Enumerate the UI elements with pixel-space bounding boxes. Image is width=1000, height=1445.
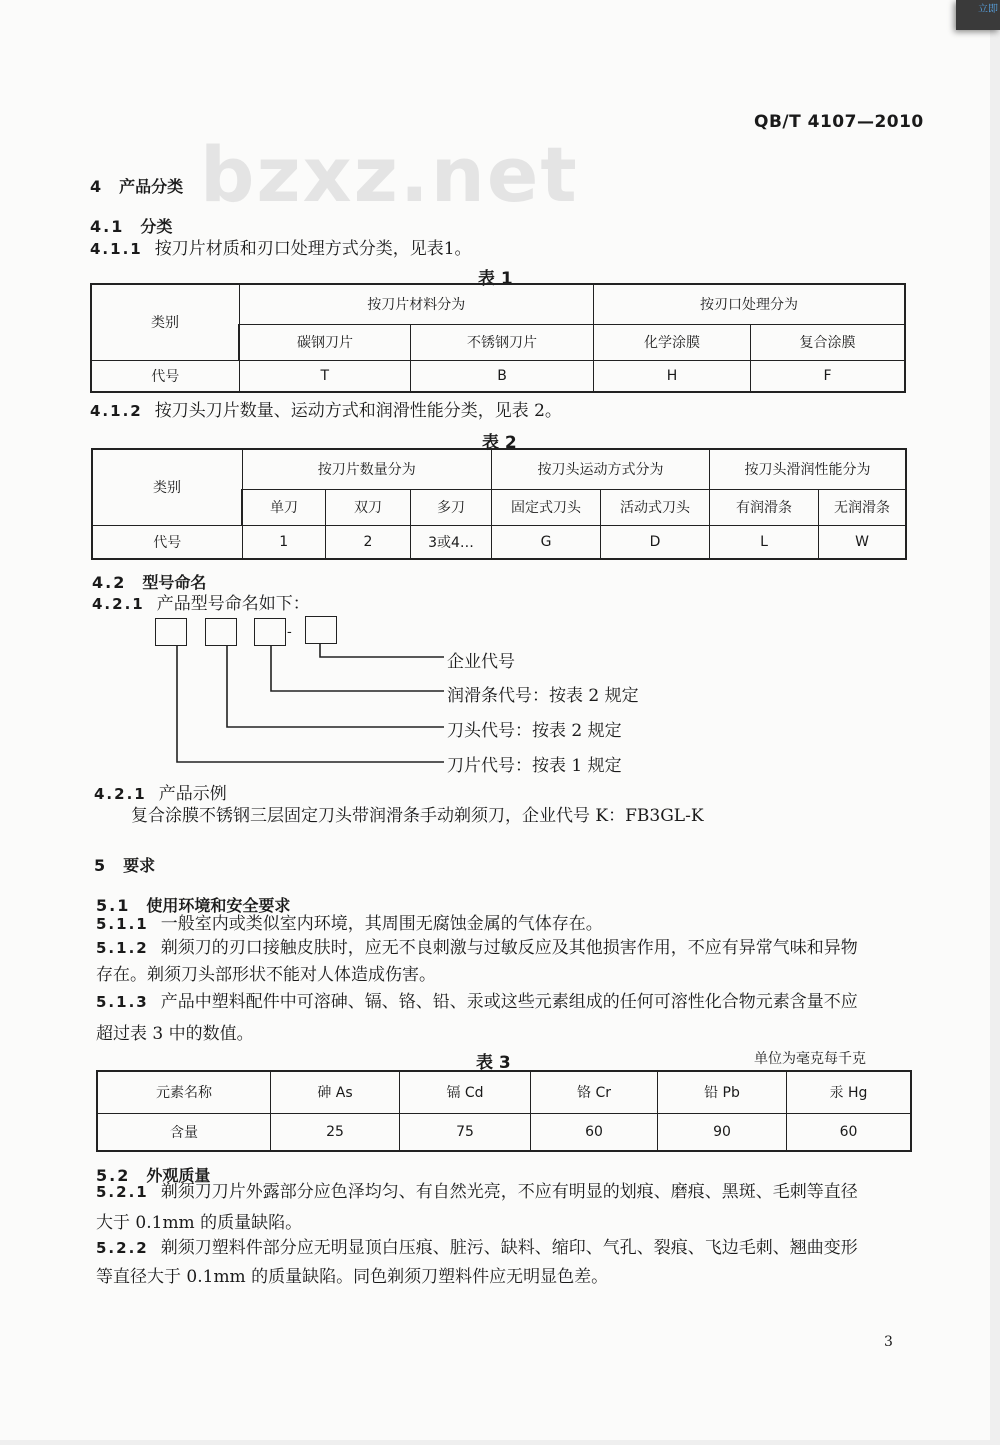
- watermark: bzxz.net: [200, 130, 579, 219]
- clause-5-1-2: 5.1.2 剃须刀的刃口接触皮肤时，应无不良刺激与过敏反应及其他损害作用，不应有异常气味和异物: [96, 938, 858, 958]
- clause-5-1-3-cont: 超过表 3 中的数值。: [96, 1024, 254, 1044]
- table1-category: 类别: [91, 284, 239, 360]
- table3-value: 75: [400, 1113, 531, 1151]
- clause-5-1-1: 5.1.1 一般室内或类似室内环境，其周围无腐蚀金属的气体存在。: [96, 914, 603, 934]
- clause-5-2-1: 5.2.1 剃须刀刀片外露部分应色泽均匀、有自然光亮，不应有明显的划痕、磨痕、黑斑、毛刺等直径: [96, 1182, 858, 1202]
- table1-code: B: [411, 360, 594, 392]
- table2-code: G: [492, 525, 601, 559]
- standard-code: QB/T 4107—2010: [754, 112, 924, 132]
- table2-code-label: 代号: [92, 525, 242, 559]
- table3-header-cell: 镉 Cd: [400, 1071, 531, 1113]
- example-text: 复合涂膜不锈钢三层固定刀头带润滑条手动剃须刀，企业代号 K：FB3GL-K: [131, 806, 704, 826]
- table3-value: 60: [531, 1113, 658, 1151]
- table1-col-carbon: 碳钢刀片: [239, 324, 411, 360]
- clause-5-2-2: 5.2.2 剃须刀塑料件部分应无明显顶白压痕、脏污、缺料、缩印、气孔、裂痕、飞边毛刺、翘曲变形: [96, 1238, 858, 1258]
- table2-group-motion: 按刀头运动方式分为: [492, 449, 710, 489]
- table1-group-material: 按刀片材料分为: [239, 284, 594, 324]
- table2-col: 有润滑条: [710, 489, 819, 525]
- clause-4-2-1-example: 4.2.1 产品示例: [94, 784, 227, 804]
- table1-caption: 表 1: [478, 269, 513, 289]
- table1-code-label: 代号: [91, 360, 239, 392]
- table3-caption: 表 3: [476, 1053, 511, 1073]
- table3-header-cell: 砷 As: [271, 1071, 400, 1113]
- table2-category: 类别: [92, 449, 242, 525]
- table2-code: L: [710, 525, 819, 559]
- table2-code: 1: [242, 525, 326, 559]
- table2-code: 3或4…: [411, 525, 492, 559]
- table1-col-chem: 化学涂膜: [594, 324, 751, 360]
- clause-5-2-1-cont: 大于 0.1mm 的质量缺陷。: [96, 1213, 303, 1233]
- corner-tab[interactable]: 立即: [956, 0, 1000, 30]
- heading-5-1: 5.1 使用环境和安全要求: [96, 896, 291, 915]
- table3-value: 90: [658, 1113, 787, 1151]
- table-3: [96, 1070, 912, 1152]
- table3-header-cell: 汞 Hg: [787, 1071, 912, 1113]
- naming-label-company: 企业代号: [447, 652, 515, 672]
- table3-unit: 单位为毫克每千克: [754, 1051, 866, 1067]
- naming-label-blade: 刀片代号：按表 1 规定: [447, 756, 622, 776]
- table2-col: 双刀: [326, 489, 411, 525]
- table2-col: 活动式刀头: [601, 489, 710, 525]
- naming-label-head: 刀头代号：按表 2 规定: [447, 721, 622, 741]
- naming-label-lube: 润滑条代号：按表 2 规定: [447, 686, 639, 706]
- table2-caption: 表 2: [482, 433, 517, 453]
- table3-header-cell: 铬 Cr: [531, 1071, 658, 1113]
- table2-col: 无润滑条: [819, 489, 907, 525]
- table1-col-composite: 复合涂膜: [751, 324, 906, 360]
- table2-group-count: 按刀片数量分为: [242, 449, 492, 489]
- heading-4-1: 4.1 分类: [90, 217, 173, 236]
- clause-5-1-2-cont: 存在。剃须刀头部形状不能对人体造成伤害。: [96, 965, 436, 985]
- table3-value: 60: [787, 1113, 912, 1151]
- heading-5-2: 5.2 外观质量: [96, 1166, 211, 1185]
- table1-col-stainless: 不锈钢刀片: [411, 324, 594, 360]
- clause-4-2-1: 4.2.1 产品型号命名如下：: [92, 594, 310, 614]
- table2-col: 单刀: [242, 489, 326, 525]
- table1-code: T: [239, 360, 411, 392]
- table2-col: 固定式刀头: [492, 489, 601, 525]
- table2-col: 多刀: [411, 489, 492, 525]
- clause-5-2-2-cont: 等直径大于 0.1mm 的质量缺陷。同色剃须刀塑料件应无明显色差。: [96, 1267, 609, 1287]
- table3-header-cell: 元素名称: [97, 1071, 271, 1113]
- clause-4-1-2: 4.1.2 按刀头刀片数量、运动方式和润滑性能分类，见表 2。: [90, 401, 562, 421]
- heading-4-2: 4.2 型号命名: [92, 573, 207, 592]
- code-dash: -: [287, 624, 292, 640]
- heading-4: 4 产品分类: [90, 177, 184, 196]
- table3-row-label: 含量: [97, 1113, 271, 1151]
- table2-code: 2: [326, 525, 411, 559]
- table1-code: F: [751, 360, 906, 392]
- table2-group-lube: 按刀头滑润性能分为: [710, 449, 907, 489]
- heading-5: 5 要求: [94, 856, 156, 875]
- table3-value: 25: [271, 1113, 400, 1151]
- page-number: 3: [884, 1334, 893, 1350]
- table1-group-edge: 按刃口处理分为: [594, 284, 906, 324]
- clause-5-1-3: 5.1.3 产品中塑料配件中可溶砷、镉、铬、铅、汞或这些元素组成的任何可溶性化合物元素含量不应: [96, 992, 858, 1012]
- table1-code: H: [594, 360, 751, 392]
- table2-code: D: [601, 525, 710, 559]
- clause-4-1-1: 4.1.1 按刀片材质和刃口处理方式分类，见表1。: [90, 239, 472, 259]
- table3-header-cell: 铅 Pb: [658, 1071, 787, 1113]
- table2-code: W: [819, 525, 907, 559]
